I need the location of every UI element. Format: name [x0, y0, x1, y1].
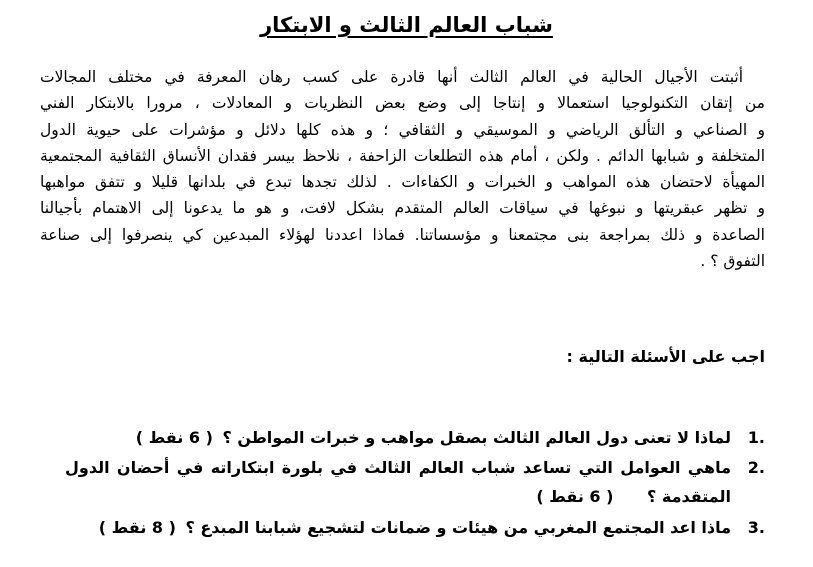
questions-instruction: اجب على الأسئلة التالية :	[566, 347, 765, 366]
paragraph-line: الصاعدة و ذلك بمراجعة بنى مجتمعنا و مؤسساتنا. فماذا اعددنا لهؤلاء المبدعين كي ينصرفوا إلى صناعة	[40, 225, 765, 244]
questions-list	[65, 424, 765, 542]
paragraph-line: التفوق ؟ .	[700, 252, 765, 271]
question-points: ( 6 نقط )	[536, 487, 614, 506]
question-item-1	[65, 424, 765, 452]
text-paragraph	[40, 64, 765, 274]
question-number: 3.	[747, 518, 765, 537]
paragraph-line: المهيأة لاحتضان هذه المواهب و الخبرات و الكفاءات . لذلك تجدها تبدع في بلدانها قليلا و تتفق مواهبها	[40, 173, 765, 192]
document-title: شباب العالم الثالث و الابتكار	[260, 13, 553, 37]
question-item-3	[65, 514, 765, 542]
question-text: ماذا اعد المجتمع المغربي من هيئات و ضمانات لتشجيع شبابنا المبدع ؟	[185, 518, 731, 537]
question-number: 2.	[747, 458, 765, 477]
paragraph-line: و تظهر عبقريتها و نبوغها في سياقات العالم المتقدم بشكل لافت، و هو ما يدعونا إلى الاهتمام بأجيالنا	[40, 199, 765, 218]
question-points: ( 8 نقط )	[98, 518, 176, 537]
question-item-2	[65, 454, 765, 512]
paragraph-line: من إتقان التكنولوجيا استعمالا و إنتاجا إلى وضع بعض النظريات و المعادلات ، مرورا بالابتكار الفني	[40, 94, 765, 113]
paragraph-line: أثبتت الأجيال الحالية في العالم الثالث أنها قادرة على كسب رهان المعرفة في مختلف المجالات	[40, 68, 743, 86]
question-text: لماذا لا تعنى دول العالم الثالث بصقل مواهب و خبرات المواطن ؟	[222, 428, 731, 447]
paragraph-line: و الصناعي و التألق الرياضي و الموسيقي و الثقافي ؛ و هذه كلها دلائل و مؤشرات على حيوية الدول	[40, 120, 765, 139]
question-line	[65, 424, 731, 452]
question-line	[65, 482, 731, 512]
question-points: ( 6 نقط )	[135, 428, 213, 447]
question-text-continued: المتقدمة ؟	[647, 487, 731, 506]
question-line	[65, 514, 731, 542]
question-text: ماهي العوامل التي تساعد شباب العالم الثالث في بلورة ابتكاراته في أحضان الدول	[65, 458, 731, 477]
paragraph-line: المتخلفة و شبابها الدائم . ولكن ، أمام هذه التطلعات الزاحفة ، نلاحظ بيسر فقدان الأنساق الثقافية المجتمعية	[40, 146, 765, 165]
question-number: 1.	[747, 428, 765, 447]
